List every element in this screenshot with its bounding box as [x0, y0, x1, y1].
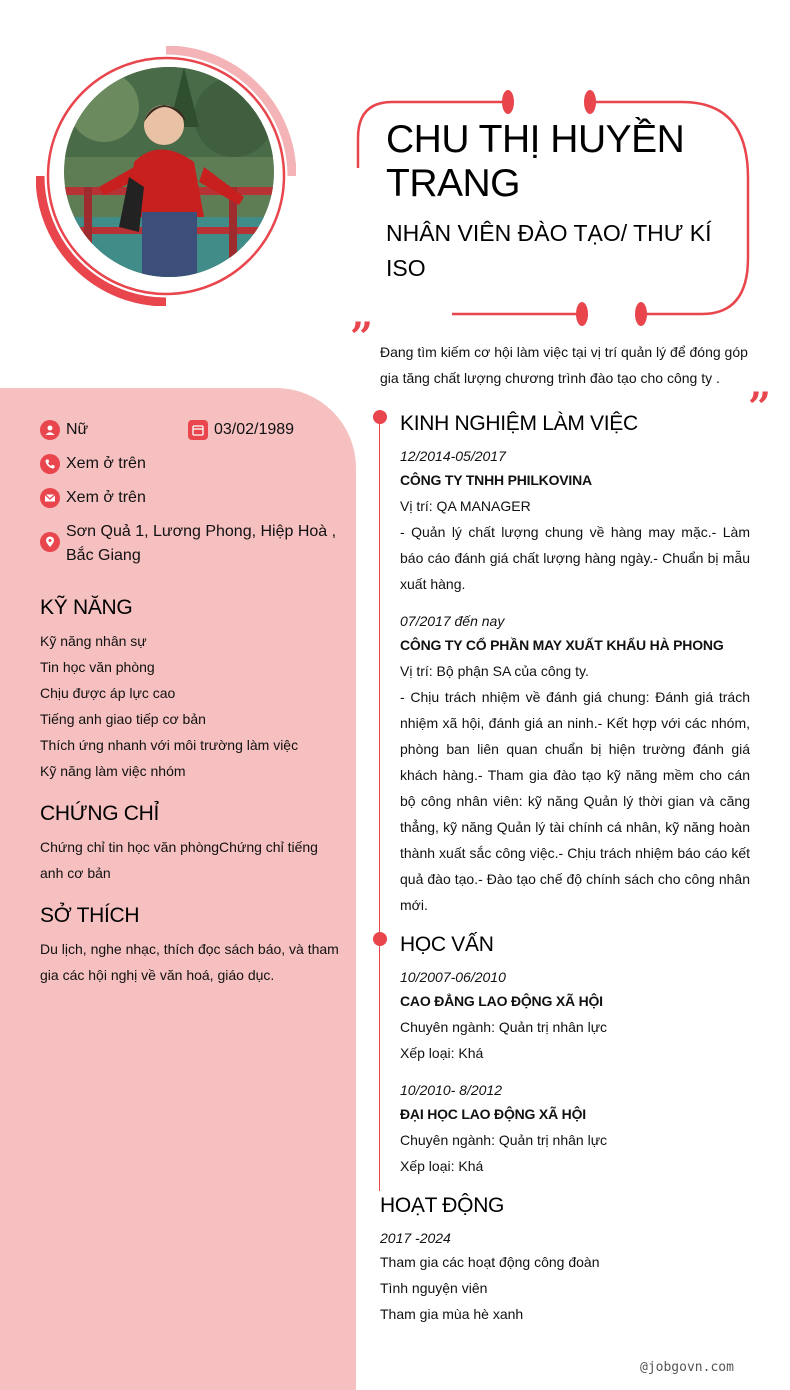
education-date: 10/2007-06/2010 — [400, 969, 506, 985]
contact-phone — [40, 452, 146, 476]
experience-item — [400, 445, 750, 597]
experience-description: - Chịu trách nhiệm về đánh giá chung: Đánh giá trách nhiệm xã hội, đánh giá an ninh.- Kết hợp với các nhóm, phòng ban liên quan chuẩn bị hiện trường đánh giá khách hàng.- Tham gia đào tạo kỹ năng mềm cho cán bộ công nhân viên: kỹ năng Quản lý thời gian và căng thẳng, kỹ năng Quản lý tài chính cá nhân, kỹ năng hoàn thành xuất sắc công việc.- Chịu trách nhiệm báo cáo kết quả đào tạo.- Đào tạo chế độ chính sách cho công nhân mới. — [400, 689, 750, 913]
timeline-dot — [373, 410, 387, 424]
education-grade: Xếp loại: Khá — [400, 1158, 484, 1174]
activities-title: HOẠT ĐỘNG — [380, 1194, 505, 1217]
contact-birthday — [188, 418, 294, 442]
education-item — [400, 966, 750, 1066]
career-objective: Đang tìm kiếm cơ hội làm việc tại vị trí quản lý để đóng góp gia tăng chất lượng chương trình đào tạo cho công ty . — [380, 344, 748, 386]
user-icon — [40, 420, 60, 440]
experience-title: KINH NGHIỆM LÀM VIỆC — [400, 412, 638, 435]
skill-item: Kỹ năng làm việc nhóm — [40, 763, 186, 779]
skills-title: KỸ NĂNG — [40, 596, 133, 619]
experience-description: - Quản lý chất lượng chung về hàng may mặc.- Làm báo cáo đánh giá chất lượng hàng ngày.- Chuẩn bị mẫu xuất hàng. — [400, 524, 750, 592]
experience-position: Vị trí: Bộ phận SA của công ty. — [400, 663, 589, 679]
footer-watermark: @jobgovn.com — [640, 1360, 734, 1375]
education-major: Chuyên ngành: Quản trị nhân lực — [400, 1132, 608, 1148]
experience-date: 07/2017 đến nay — [400, 613, 505, 629]
activity-item: Tham gia các hoạt động công đoàn — [380, 1254, 600, 1270]
certificates-text: Chứng chỉ tin học văn phòngChứng chỉ tiếng anh cơ bản — [40, 839, 318, 881]
birthday-value: 03/02/1989 — [214, 421, 295, 438]
education-major: Chuyên ngành: Quản trị nhân lực — [400, 1019, 608, 1035]
education-item — [400, 1079, 750, 1179]
gender-value: Nữ — [66, 421, 89, 438]
close-quote-icon: ” — [748, 384, 772, 431]
phone-value: Xem ở trên — [66, 455, 146, 472]
experience-date: 12/2014-05/2017 — [400, 448, 506, 464]
experience-item — [400, 610, 750, 918]
open-quote-icon: ” — [350, 314, 374, 361]
timeline-line — [379, 416, 380, 1191]
experience-position: Vị trí: QA MANAGER — [400, 498, 531, 514]
contact-gender — [40, 418, 88, 442]
timeline-dot — [373, 932, 387, 946]
education-grade: Xếp loại: Khá — [400, 1045, 484, 1061]
skill-item: Thích ứng nhanh với môi trường làm việc — [40, 737, 299, 753]
calendar-icon — [188, 420, 208, 440]
contact-email — [40, 486, 146, 510]
activities-date: 2017 -2024 — [380, 1230, 451, 1246]
mail-icon — [40, 488, 60, 508]
education-date: 10/2010- 8/2012 — [400, 1082, 502, 1098]
skill-item: Chịu được áp lực cao — [40, 685, 176, 701]
education-school: ĐẠI HỌC LAO ĐỘNG XÃ HỘI — [400, 1106, 586, 1122]
certificates-title: CHỨNG CHỈ — [40, 802, 160, 825]
education-school: CAO ĐẲNG LAO ĐỘNG XÃ HỘI — [400, 993, 603, 1009]
skills-list — [40, 628, 330, 784]
skill-item: Kỹ năng nhân sự — [40, 633, 147, 649]
education-title: HỌC VẤN — [400, 933, 494, 956]
contact-address — [40, 520, 340, 568]
activities-block — [380, 1227, 730, 1327]
address-value: Sơn Quả 1, Lương Phong, Hiệp Hoà , Bắc Giang — [66, 523, 337, 564]
hobbies-title: SỞ THÍCH — [40, 904, 140, 927]
experience-company: CÔNG TY TNHH PHILKOVINA — [400, 472, 592, 488]
skill-item: Tin học văn phòng — [40, 659, 155, 675]
phone-icon — [40, 454, 60, 474]
candidate-name: CHU THỊ HUYỀN TRANG — [386, 118, 685, 205]
activity-item: Tham gia mùa hè xanh — [380, 1306, 524, 1322]
activity-item: Tình nguyện viên — [380, 1280, 488, 1296]
avatar — [64, 67, 274, 277]
location-icon — [40, 532, 60, 552]
email-value: Xem ở trên — [66, 489, 146, 506]
hobbies-text: Du lịch, nghe nhạc, thích đọc sách báo, và tham gia các hội nghị về văn hoá, giáo dục. — [40, 941, 339, 983]
skill-item: Tiếng anh giao tiếp cơ bản — [40, 711, 206, 727]
job-title: NHÂN VIÊN ĐÀO TẠO/ THƯ KÍ ISO — [386, 220, 712, 281]
experience-company: CÔNG TY CỔ PHẦN MAY XUẤT KHẨU HÀ PHONG — [400, 637, 724, 653]
